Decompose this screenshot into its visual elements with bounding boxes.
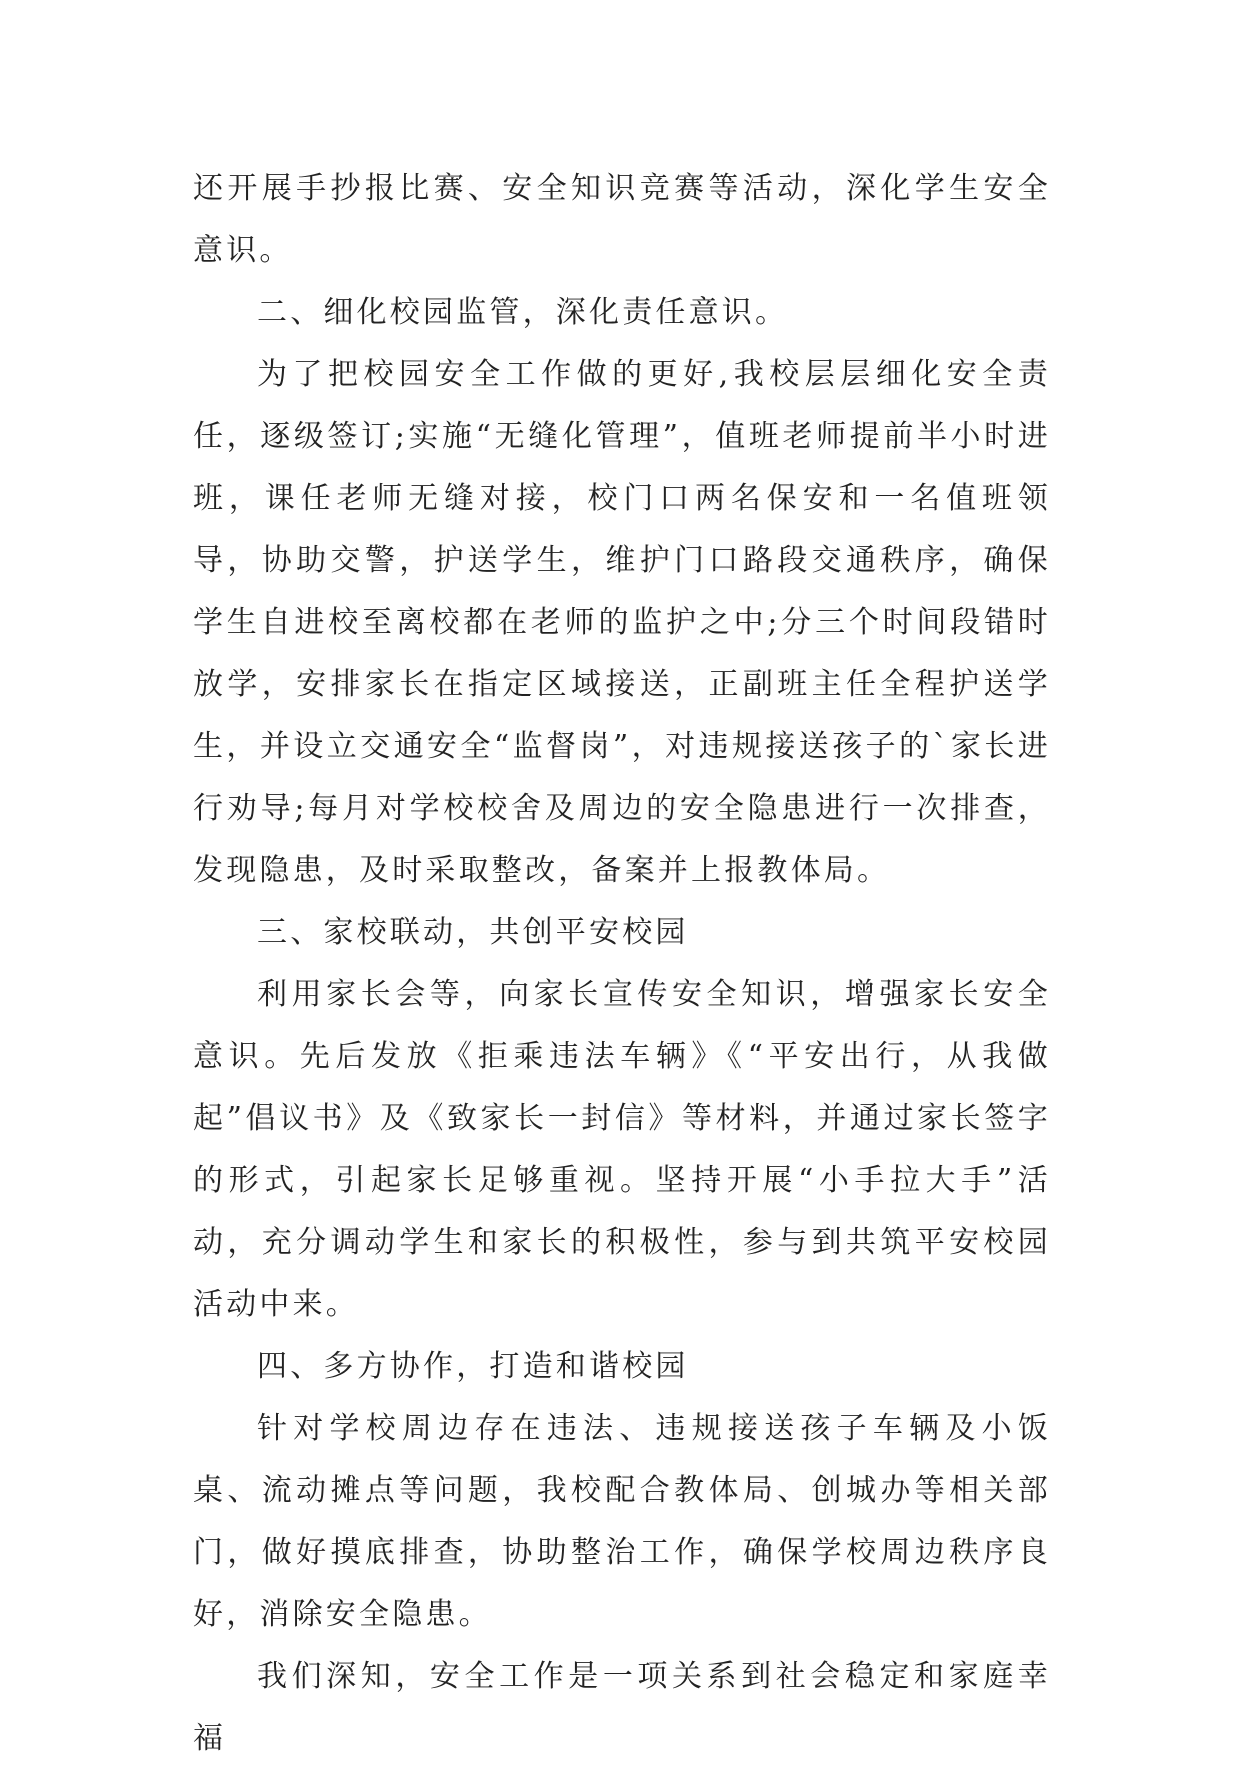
section-heading-4: 四、多方协作，打造和谐校园: [257, 1349, 689, 1384]
paragraph-home-school: 利用家长会等，向家长宣传安全知识，增强家长安全意识。先后发放《拒乘违法车辆》《“平安出行，从我做起”倡议书》及《致家长一封信》等材料，并通过家长签字的形式，引起家长足够重视。坚持开展“小手拉大手”活动，充分调动学生和家长的积极性，参与到共筑平安校园活动中来。: [193, 977, 1051, 1322]
document-body: [193, 158, 1051, 1770]
paragraph-conclusion: 我们深知，安全工作是一项关系到社会稳定和家庭幸福: [193, 1659, 1051, 1756]
section-heading-2: 二、细化校园监管，深化责任意识。: [257, 295, 789, 330]
paragraph-continued: 还开展手抄报比赛、安全知识竞赛等活动，深化学生安全意识。: [193, 171, 1051, 268]
paragraph-campus-supervision: 为了把校园安全工作做的更好,我校层层细化安全责任，逐级签订;实施“无缝化管理”，值班老师提前半小时进班，课任老师无缝对接，校门口两名保安和一名值班领导，协助交警，护送学生，维护门口路段交通秩序，确保学生自进校至离校都在老师的监护之中;分三个时间段错时放学，安排家长在指定区域接送，正副班主任全程护送学生，并设立交通安全“监督岗”，对违规接送孩子的`家长进行劝导;每月对学校校舍及周边的安全隐患进行一次排查，发现隐患，及时采取整改，备案并上报教体局。: [193, 357, 1051, 888]
section-heading-3: 三、家校联动，共创平安校园: [257, 915, 689, 950]
paragraph-cooperation: 针对学校周边存在违法、违规接送孩子车辆及小饭桌、流动摊点等问题，我校配合教体局、创城办等相关部门，做好摸底排查，协助整治工作，确保学校周边秩序良好，消除安全隐患。: [193, 1411, 1051, 1632]
